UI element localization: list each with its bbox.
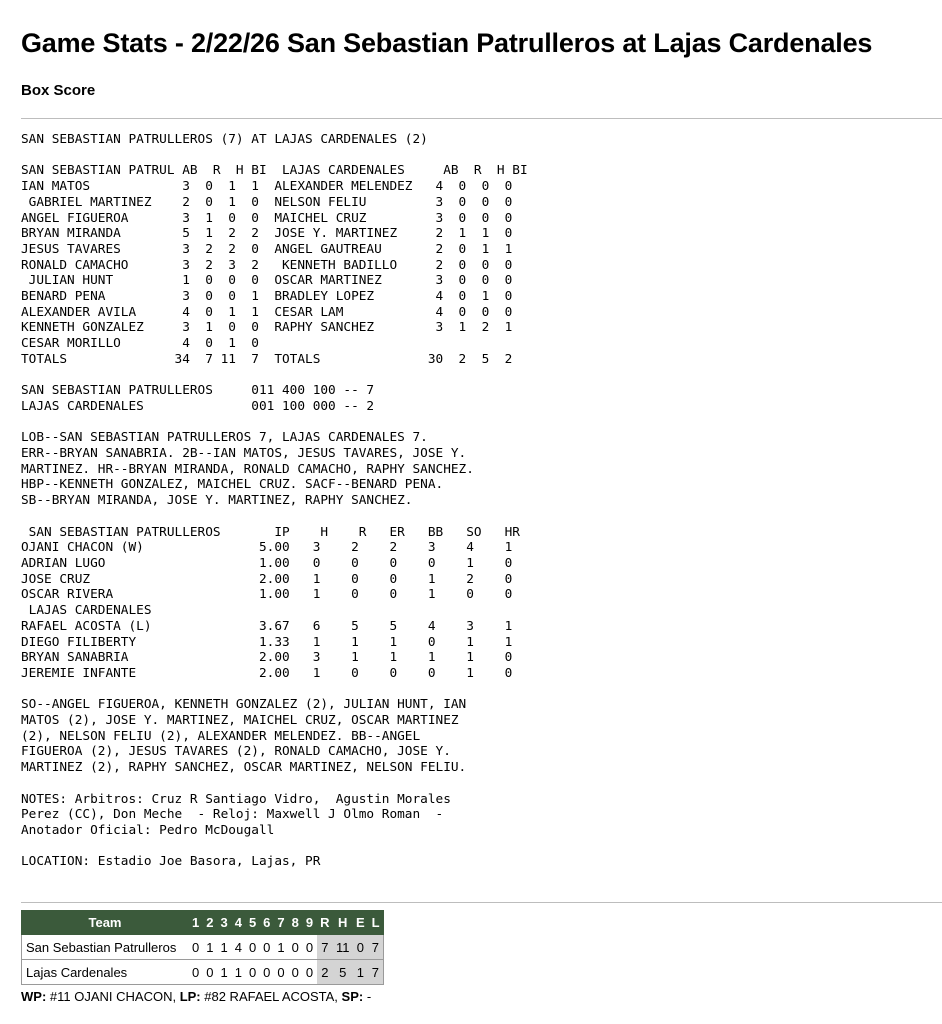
linescore-header-team: Team	[22, 911, 189, 935]
linescore-inning-cell: 1	[274, 935, 288, 960]
box-score-text: SAN SEBASTIAN PATRULLEROS (7) AT LAJAS CARDENALES (2) SAN SEBASTIAN PATRUL AB R H BI LAJAS CARDENALES AB R H BI IAN MATOS 3 0 1 1 ALEXANDER MELENDEZ 4 0 0 0 GABRIEL MARTINEZ 2 0 1 0 NELSON FELIU 3 0 0 0 ANGEL FIGUEROA 3 1 0 0 MAICHEL CRUZ 3 0 0 0 BRYAN MIRANDA 5 1 2 2 JOSE Y. MARTINEZ 2 1 1 0 JESUS TAVARES 3 2 2 0 ANGEL GAUTREAU 2 0 1 1 RONALD CAMACHO 3 2 3 2 KENNETH BADILLO 2 0 0 0 JULIAN HUNT 1 0 0 0 OSCAR MARTINEZ 3 0 0 0 BENARD PENA 3 0 0 1 BRADLEY LOPEZ 4 0 1 0 ALEXANDER AVILA 4 0 1 1 CESAR LAM 4 0 0 0 KENNETH GONZALEZ 3 1 0 0 RAPHY SANCHEZ 3 1 2 1 CESAR MORILLO 4 0 1 0 TOTALS 34 7 11 7 TOTALS 30 2 5 2 SAN SEBASTIAN PATRULLEROS 011 400 100 -- 7 LAJAS CARDENALES 001 100 000 -- 2 LOB--SAN SEBASTIAN PATRULLEROS 7, LAJAS CARDENALES 7. ERR--BRYAN SANABRIA. 2B--IAN MATOS, JESUS TAVARES, JOSE Y. MARTINEZ. HR--BRYAN MIRANDA, RONALD CAMACHO, RAPHY SANCHEZ. HBP--KENNETH GONZALEZ, MAICHEL CRUZ. SACF--BENARD PENA. SB--BRYAN MIRANDA, JOSE Y. MARTINEZ, RAPHY SANCHEZ. SAN SEBASTIAN PATRULLEROS IP H R ER BB SO HR OJANI CHACON (W) 5.00 3 2 2 3 4 1 ADRIAN LUGO 1.00 0 0 0 0 1 0 JOSE CRUZ 2.00 1 0 0 1 2 0 OSCAR RIVERA 1.00 1 0 0 1 0 0 LAJAS CARDENALES RAFAEL ACOSTA (L) 3.67 6 5 5 4 3 1 DIEGO FILIBERTY 1.33 1 1 1 0 1 1 BRYAN SANABRIA 2.00 3 1 1 1 1 0 JEREMIE INFANTE 2.00 1 0 0 0 1 0 SO--ANGEL FIGUEROA, KENNETH GONZALEZ (2), JULIAN HUNT, IAN MATOS (2), JOSE Y. MARTINEZ, MAICHEL CRUZ, OSCAR MARTINEZ (2), NELSON FELIU (2), ALEXANDER MELENDEZ. BB--ANGEL FIGUEROA (2), JESUS TAVARES (2), RONALD CAMACHO, JOSE Y. MARTINEZ (2), RAPHY SANCHEZ, OSCAR MARTINEZ, NELSON FELIU. NOTES: Arbitros: Cruz R Santiago Vidro, Agustin Morales Perez (CC), Don Meche - Reloj: Maxwell J Olmo Roman - Anotador Oficial: Pedro McDougall LOCATION: Estadio Joe Basora, Lajas, PR	[21, 132, 528, 870]
losing-pitcher: #82 RAFAEL ACOSTA,	[200, 989, 342, 1004]
linescore-inning-cell: 0	[288, 935, 302, 960]
winning-pitcher: #11 OJANI CHACON,	[46, 989, 180, 1004]
linescore-inning-cell: 0	[260, 960, 274, 985]
linescore-team-name: San Sebastian Patrulleros	[22, 935, 189, 960]
linescore-inning-cell: 0	[288, 960, 302, 985]
linescore-header-inning: 4	[231, 911, 245, 935]
linescore-inning-cell: 1	[217, 960, 231, 985]
save-pitcher: -	[363, 989, 372, 1004]
linescore-header-inning: 6	[260, 911, 274, 935]
linescore-errors-cell: 1	[353, 960, 369, 985]
linescore-header-hits: H	[333, 911, 353, 935]
linescore-row	[22, 935, 384, 960]
linescore-inning-cell: 4	[231, 935, 245, 960]
linescore-inning-cell: 0	[260, 935, 274, 960]
linescore-table	[21, 910, 384, 985]
linescore-header-inning: 2	[203, 911, 217, 935]
linescore-inning-cell: 1	[231, 960, 245, 985]
linescore-team-name: Lajas Cardenales	[22, 960, 189, 985]
linescore-inning-cell: 0	[189, 960, 203, 985]
linescore-inning-cell: 1	[203, 935, 217, 960]
linescore-inning-cell: 0	[302, 935, 316, 960]
linescore-hits-cell: 5	[333, 960, 353, 985]
winning-pitcher-label: WP:	[21, 989, 47, 1004]
losing-pitcher-label: LP:	[179, 989, 201, 1004]
bottom-divider	[21, 902, 942, 903]
linescore-header-inning: 1	[189, 911, 203, 935]
linescore-inning-cell: 0	[245, 960, 259, 985]
linescore-lob-cell: 7	[368, 960, 383, 985]
linescore-header-lob: L	[368, 911, 383, 935]
linescore-header-inning: 5	[245, 911, 259, 935]
linescore-header-errors: E	[353, 911, 369, 935]
linescore-header-inning: 7	[274, 911, 288, 935]
linescore-row	[22, 960, 384, 985]
save-pitcher-label: SP:	[341, 989, 364, 1004]
linescore-header-row	[22, 911, 384, 935]
linescore-inning-cell: 0	[245, 935, 259, 960]
linescore-header-inning: 3	[217, 911, 231, 935]
box-score-heading: Box Score	[21, 82, 96, 99]
page-title: Game Stats - 2/22/26 San Sebastian Patrulleros at Lajas Cardenales	[21, 28, 873, 58]
linescore-runs-cell: 7	[317, 935, 333, 960]
linescore-runs-cell: 2	[317, 960, 333, 985]
linescore-errors-cell: 0	[353, 935, 369, 960]
linescore-lob-cell: 7	[368, 935, 383, 960]
linescore-inning-cell: 0	[274, 960, 288, 985]
top-divider	[21, 118, 942, 119]
linescore-header-runs: R	[317, 911, 333, 935]
linescore-inning-cell: 1	[217, 935, 231, 960]
linescore-inning-cell: 0	[302, 960, 316, 985]
linescore-header-inning: 9	[302, 911, 316, 935]
pitching-decisions	[21, 989, 371, 1004]
linescore-inning-cell: 0	[203, 960, 217, 985]
linescore-hits-cell: 11	[333, 935, 353, 960]
linescore-inning-cell: 0	[189, 935, 203, 960]
linescore-header-inning: 8	[288, 911, 302, 935]
